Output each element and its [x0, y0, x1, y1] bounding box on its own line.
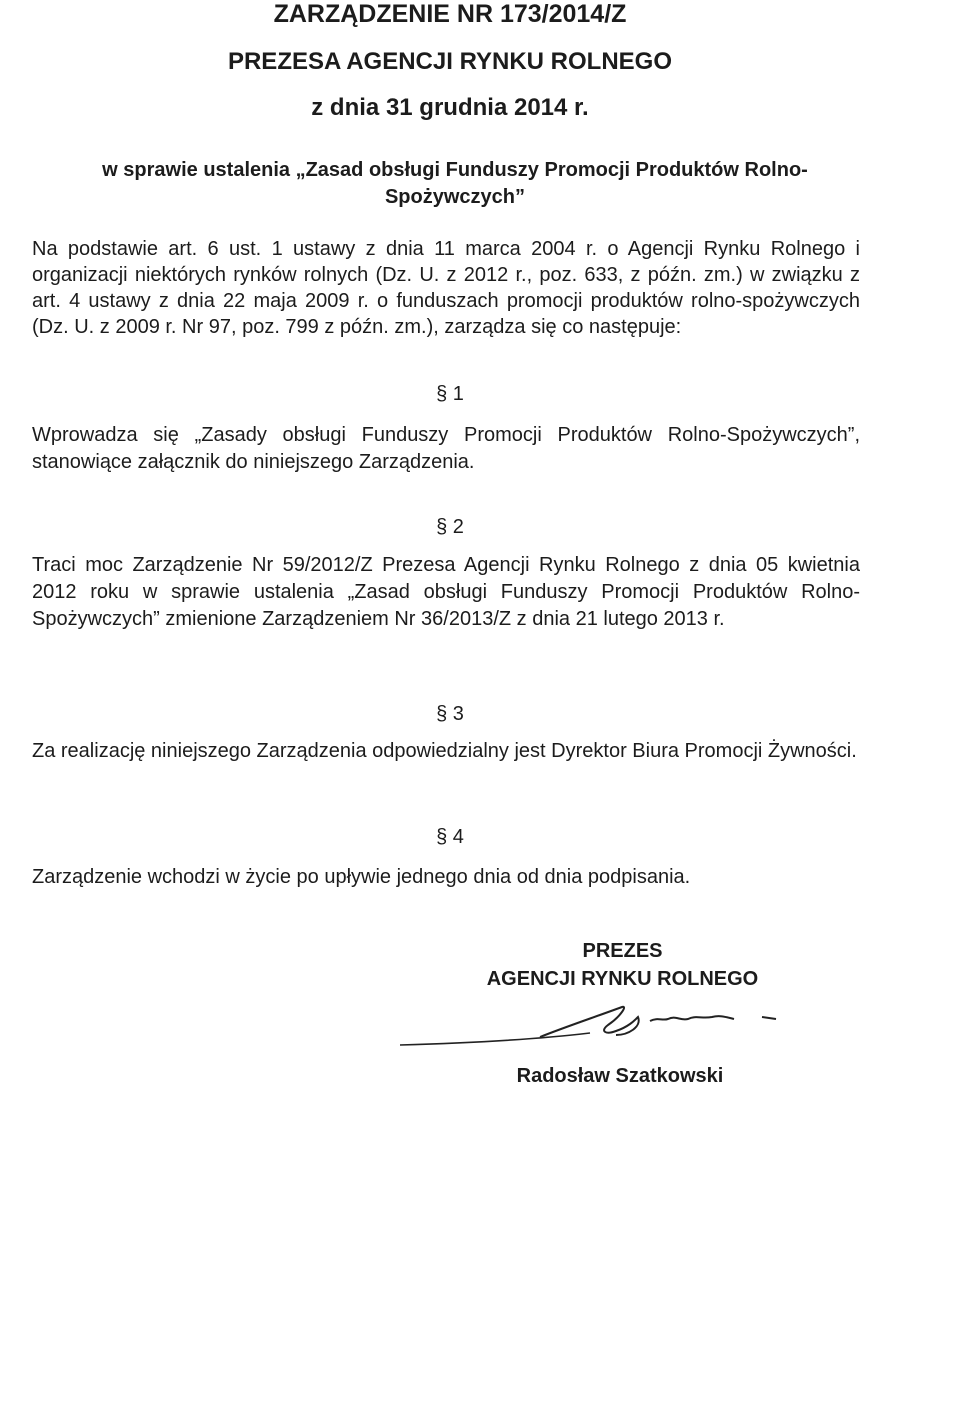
subject-line: w sprawie ustalenia „Zasad obsługi Funduszy Promocji Produktów Rolno-Spożywczych”: [102, 159, 808, 208]
issuer-line: PREZESA AGENCJI RYNKU ROLNEGO: [227, 48, 673, 75]
preamble-paragraph: Na podstawie art. 6 ust. 1 ustawy z dnia 11 marca 2004 r. o Agencji Rynku Rolnego i organizacji niektórych rynków rolnych (Dz. U. z 2012 r., poz. 633, z późn. zm.) w związku z art. 4 ustawy z dnia 22 maja 2009 r. o funduszach promocji produktów rolno-spożywczych (Dz. U. z 2009 r. Nr 97, poz. 799 z późn. zm.), zarządza się co następuje:: [32, 238, 860, 338]
section-mark-3: § 3: [436, 703, 464, 725]
signatory-role-line1: PREZES: [582, 940, 663, 962]
signatory-role-line2: AGENCJI RYNKU ROLNEGO: [486, 968, 759, 990]
document-title: ZARZĄDZENIE NR 173/2014/Z: [273, 0, 627, 28]
signatory-role: [470, 937, 775, 993]
section-text-2: Traci moc Zarządzenie Nr 59/2012/Z Prezesa Agencji Rynku Rolnego z dnia 05 kwietnia 2012 roku w sprawie ustalenia „Zasad obsługi Funduszy Promocji Produktów Rolno-Spożywczych” zmienione Zarządzeniem Nr 36/2013/Z z dnia 21 lutego 2013 r.: [32, 554, 860, 630]
signatory-name: Radosław Szatkowski: [516, 1065, 724, 1087]
handwritten-signature: [390, 995, 790, 1065]
section-text-4: Zarządzenie wchodzi w życie po upływie jednego dnia od dnia podpisania.: [32, 866, 691, 888]
section-mark-2: § 2: [436, 516, 464, 538]
section-mark-4: § 4: [436, 826, 464, 848]
section-text-3: Za realizację niniejszego Zarządzenia odpowiedzialny jest Dyrektor Biura Promocji Żywności.: [32, 740, 857, 762]
date-line: z dnia 31 grudnia 2014 r.: [311, 94, 589, 121]
section-mark-1: § 1: [436, 383, 464, 405]
section-text-1: Wprowadza się „Zasady obsługi Funduszy Promocji Produktów Rolno-Spożywczych”, stanowiące załącznik do niniejszego Zarządzenia.: [32, 424, 860, 473]
